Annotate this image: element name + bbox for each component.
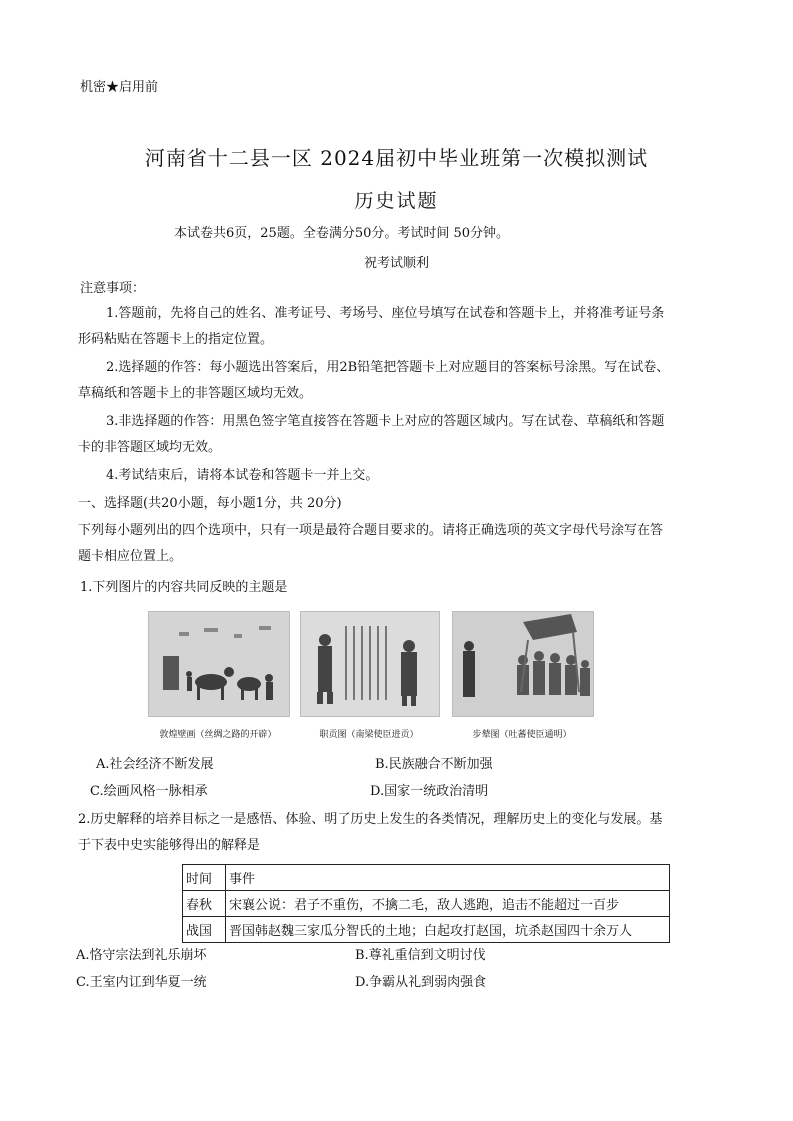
table-cell: 晋国韩赵魏三家瓜分智氏的土地；白起攻打赵国，坑杀赵国四十余万人 [226,917,670,943]
question-2-stem: 于下表中史实能够得出的解释是 [78,838,261,853]
q2-option-d: D.争霸从礼到弱肉强食 [355,975,487,990]
q1-option-a: A.社会经济不断发展 [96,757,214,772]
notice-line: 2.选择题的作答：每小题选出答案后，用2B铅笔把答题卡上对应题目的答案标号涂黑。写在试卷、 [106,360,670,375]
table-header-cell: 时间 [183,865,226,891]
question-1-stem: 1.下列图片的内容共同反映的主题是 [80,580,288,595]
notice-line: 1.答题前，先将自己的姓名、准考证号、考场号、座位号填写在试卷和答题卡上，并将准考证号条 [106,306,665,321]
image-caption: 职贡图（南梁使臣进贡） [319,730,419,740]
image-caption: 步辇图（吐蕃使臣通明） [472,730,572,740]
dunhuang-mural-image [148,611,290,717]
table-row [183,891,670,917]
bunian-tu-image [452,611,594,717]
notice-line: 3.非选择题的作答：用黑色签字笔直接答在答题卡上对应的答题区域内。写在试卷、草稿纸和答题 [106,414,665,429]
table-cell: 战国 [183,917,226,943]
section-instruction: 下列每小题列出的四个选项中，只有一项是最符合题目要求的。请将正确选项的英文字母代号涂写在答 [78,523,664,538]
table-cell: 宋襄公说：君子不重伤，不擒二毛，敌人逃跑，追击不能超过一百步 [226,891,670,917]
confidential-mark: 机密★启用前 [80,80,159,95]
table-header-cell: 事件 [226,865,670,891]
exam-info: 本试卷共6页，25题。全卷满分50分。考试时间 50分钟。 [174,226,510,241]
notice-line: 4.考试结束后，请将本试卷和答题卡一并上交。 [106,468,379,483]
q2-option-a: A.恪守宗法到礼乐崩坏 [76,948,207,963]
q1-option-d: D.国家一统政治清明 [370,784,489,799]
good-luck-text: 祝考试顺利 [363,256,429,271]
image-caption: 敦煌壁画（丝绸之路的开辟） [159,730,277,740]
section-heading: 一、选择题(共20小题，每小题1分，共 20分) [78,496,342,511]
notice-heading: 注意事项： [80,281,146,296]
history-events-table [182,864,670,943]
exam-title: 河南省十二县一区 2024届初中毕业班第一次模拟测试 [144,146,649,170]
notice-line: 卡的非答题区域均无效。 [78,440,222,455]
section-instruction: 题卡相应位置上。 [78,549,183,564]
exam-subtitle: 历史试题 [354,190,439,212]
q2-option-c: C.王室内讧到华夏一统 [76,975,207,990]
zhigong-tu-image [300,611,440,717]
table-header-row [183,865,670,891]
table-cell: 春秋 [183,891,226,917]
q1-option-c: C.绘画风格一脉相承 [90,784,208,799]
question-2-stem: 2.历史解释的培养目标之一是感悟、体验、明了历史上发生的各类情况，理解历史上的变化与发展。基 [78,812,663,827]
q2-option-b: B.尊礼重信到文明讨伐 [355,948,486,963]
table-row [183,917,670,943]
q1-option-b: B.民族融合不断加强 [375,757,493,772]
notice-line: 草稿纸和答题卡上的非答题区域均无效。 [78,386,313,401]
notice-line: 形码粘贴在答题卡上的指定位置。 [78,332,274,347]
